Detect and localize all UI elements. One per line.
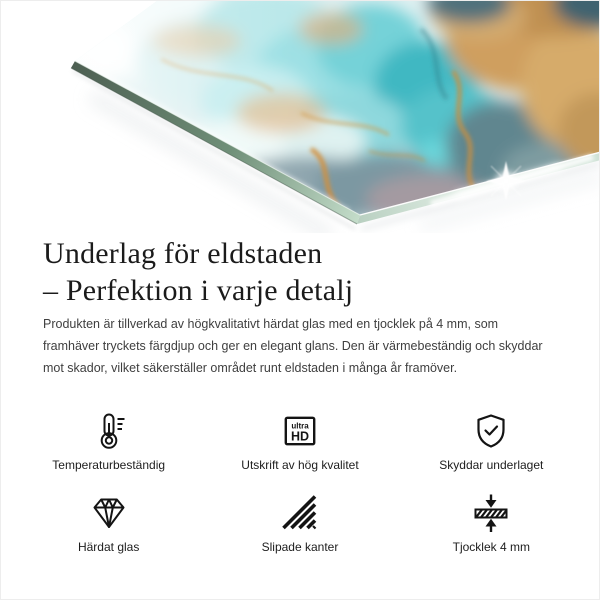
- feature-protects-surface: [396, 411, 587, 472]
- feature-label: Utskrift av hög kvalitet: [241, 458, 359, 472]
- page-title-line1: Underlag för eldstaden: [43, 237, 323, 270]
- feature-label: Skyddar underlaget: [439, 458, 544, 472]
- ultra-hd-icon: [280, 411, 320, 451]
- thickness-arrows-icon: [471, 493, 511, 533]
- page-title: [43, 235, 557, 309]
- feature-thickness: [396, 493, 587, 554]
- ultra-text: ultra: [291, 421, 309, 431]
- product-description-section: [1, 235, 599, 379]
- page-title-line2: – Perfektion i varje detalj: [43, 274, 354, 307]
- hd-text: HD: [290, 429, 310, 444]
- product-description-text: Produkten är tillverkad av högkvalitativt härdat glas med en tjocklek på 4 mm, som framhäver tryckets färgdjup och ger en elegant glans. Den är värmebeständig och skyddar mot skador, vilket säkerställer området runt eldstaden i många år framöver.: [43, 317, 543, 375]
- product-image: [1, 1, 600, 233]
- feature-grid: [13, 411, 587, 554]
- feature-label: Slipade kanter: [261, 540, 339, 554]
- thermometer-icon: [89, 411, 129, 451]
- feature-label: Tjocklek 4 mm: [452, 540, 530, 554]
- feature-temperature-resistant: [13, 411, 204, 472]
- diamond-icon: [89, 493, 129, 533]
- feature-polished-edges: [204, 493, 395, 554]
- feature-label: Härdat glas: [77, 540, 140, 554]
- shield-check-icon: [471, 411, 511, 451]
- beveled-edges-icon: [280, 493, 320, 533]
- feature-label: Temperaturbeständig: [52, 458, 166, 472]
- feature-tempered-glass: [13, 493, 204, 554]
- feature-high-quality-print: [204, 411, 395, 472]
